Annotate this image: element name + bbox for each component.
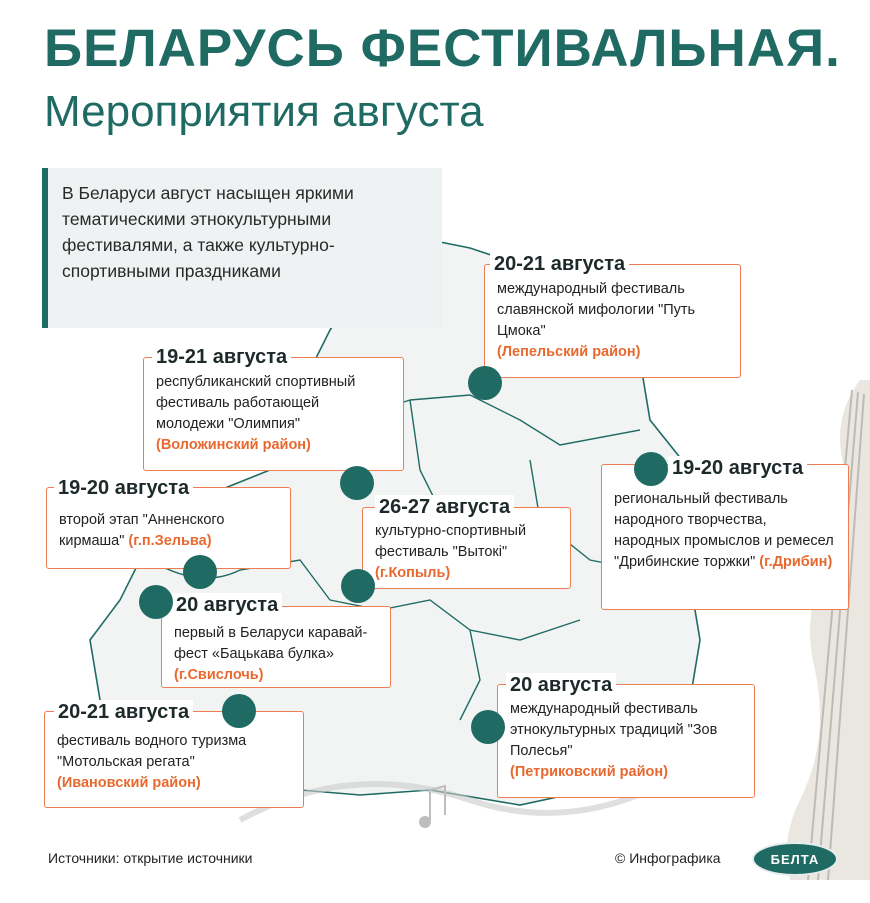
event-description: второй этап "Анненского кирмаша"	[59, 512, 225, 549]
event-card-svisloch	[161, 606, 391, 688]
event-description: фестиваль водного туризма "Мотольская регата"	[57, 733, 247, 770]
copyright-text: © Инфографика	[615, 850, 721, 866]
event-date: 20-21 августа	[490, 252, 629, 276]
violin-decoration	[787, 380, 870, 880]
belta-logo: БЕЛТА	[752, 842, 838, 876]
map-marker	[468, 366, 502, 400]
event-description: первый в Беларуси каравай-фест «Бацькава булка»	[174, 625, 368, 662]
event-date: 20-21 августа	[54, 700, 193, 724]
map-marker	[139, 585, 173, 619]
event-place: (Лепельский район)	[497, 344, 641, 360]
event-place: (Воложинский район)	[156, 437, 311, 453]
event-place: (г.Свислочь)	[174, 667, 264, 683]
event-place: (г.Дрибин)	[759, 554, 833, 570]
event-place: (Ивановский район)	[57, 775, 201, 791]
map-marker	[340, 466, 374, 500]
event-place: (Петриковский район)	[510, 764, 668, 780]
note-head	[419, 816, 431, 828]
page-subtitle: Мероприятия августа	[44, 87, 484, 136]
map-marker	[183, 555, 217, 589]
event-description: международный фестиваль славянской мифологии "Путь Цмока"	[497, 281, 696, 339]
event-description: республиканский спортивный фестиваль работающей молодежи "Олимпия"	[156, 374, 356, 432]
event-date: 20 августа	[506, 673, 616, 697]
event-place: (г.п.Зельва)	[128, 533, 212, 549]
event-card-kopyl	[362, 507, 571, 589]
event-date: 20 августа	[172, 593, 282, 617]
event-card-lepel	[484, 264, 741, 378]
event-date: 19-21 августа	[152, 345, 291, 369]
map-marker	[634, 452, 668, 486]
map-marker	[341, 569, 375, 603]
event-card-petrikov	[497, 684, 755, 798]
map-marker	[222, 694, 256, 728]
intro-text: В Беларуси август насыщен яркими тематическими этнокультурными фестивалями, а также культурно-спортивными праздниками	[62, 183, 354, 281]
event-date: 19-20 августа	[54, 476, 193, 500]
event-date: 26-27 августа	[375, 495, 514, 519]
sources-text: Источники: открытие источники	[48, 850, 253, 866]
event-card-volozhin	[143, 357, 404, 471]
event-description: региональный фестиваль народного творчества, народных промыслов и ремесел "Дрибинские торжки"	[614, 491, 834, 570]
event-card-ivanovo	[44, 711, 304, 808]
page-title: БЕЛАРУСЬ ФЕСТИВАЛЬНАЯ.	[44, 19, 841, 78]
event-description: международный фестиваль этнокультурных традиций "Зов Полесья"	[510, 701, 718, 759]
event-place: (г.Копыль)	[375, 565, 451, 581]
event-card-dribin	[601, 464, 849, 610]
event-date: 19-20 августа	[668, 456, 807, 480]
event-description: культурно-спортивный фестиваль "Вытокі"	[375, 523, 527, 560]
map-marker	[471, 710, 505, 744]
